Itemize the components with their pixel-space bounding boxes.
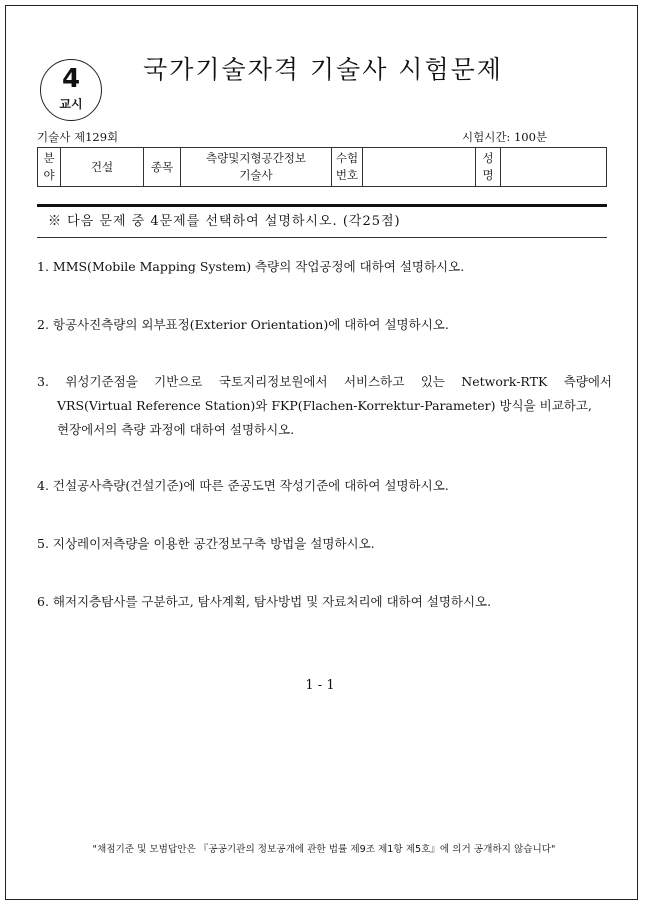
exam-number-label-bottom: 번호 — [335, 168, 359, 182]
category-value-cell — [181, 148, 332, 187]
exam-number-field[interactable] — [363, 148, 476, 187]
question-4 — [37, 474, 612, 498]
name-field[interactable] — [501, 148, 607, 187]
category-value-top: 측량및지형공간정보 — [206, 151, 306, 165]
name-label-top: 성 — [482, 151, 494, 165]
period-number: 4 — [61, 64, 81, 94]
question-line: 4. 건설공사측량(건설기준)에 따른 준공도면 작성기준에 대하여 설명하시오. — [37, 478, 449, 493]
category-value-bottom: 기술사 — [239, 168, 273, 182]
field-label-cell — [38, 148, 61, 187]
exam-info-table — [37, 147, 607, 187]
field-label-top: 분 — [43, 151, 55, 165]
exam-round: 기술사 제129회 — [37, 130, 119, 144]
section-divider-thin — [37, 237, 607, 238]
question-5 — [37, 532, 612, 556]
question-line: VRS(Virtual Reference Station)와 FKP(Flachen-Korrektur-Parameter) 방식을 비교하고, — [57, 398, 592, 413]
question-line: 5. 지상레이저측량을 이용한 공간정보구축 방법을 설명하시오. — [37, 536, 375, 551]
instruction-text: ※ 다음 문제 중 4문제를 선택하여 설명하시오. (각25점) — [48, 214, 401, 229]
period-badge — [40, 59, 102, 121]
category-label: 종목 — [144, 148, 181, 187]
question-line: 6. 해저지층탐사를 구분하고, 탐사계획, 탐사방법 및 자료처리에 대하여 설명하시오. — [37, 594, 492, 609]
question-line: 현장에서의 측량 과정에 대하여 설명하시오. — [57, 422, 295, 437]
question-3 — [37, 370, 612, 442]
name-label-cell — [476, 148, 501, 187]
question-line: 2. 항공사진측량의 외부표정(Exterior Orientation)에 대하여 설명하시오. — [37, 317, 449, 332]
question-2 — [37, 313, 612, 337]
question-line: 1. MMS(Mobile Mapping System) 측량의 작업공정에 대하여 설명하시오. — [37, 259, 465, 274]
exam-time: 시험시간: 100분 — [462, 130, 548, 144]
disclosure-notice: "채점기준 및 모범답안은 『공공기관의 정보공개에 관한 법률 제9조 제1항 제5호』에 의거 공개하지 않습니다" — [92, 844, 556, 855]
period-label: 교시 — [59, 97, 83, 111]
question-line: 3. 위성기준점을 기반으로 국토지리정보원에서 서비스하고 있는 Network-RTK 측량에서 — [37, 374, 612, 389]
field-value: 건설 — [61, 148, 144, 187]
section-divider-thick — [37, 204, 607, 207]
question-1 — [37, 255, 612, 279]
question-6 — [37, 590, 612, 614]
exam-number-label-cell — [332, 148, 363, 187]
name-label-bottom: 명 — [482, 168, 494, 182]
page-title: 국가기술자격 기술사 시험문제 — [143, 55, 503, 84]
exam-number-label-top: 수험 — [335, 151, 359, 165]
page-number: 1 - 1 — [305, 678, 335, 693]
field-label-bottom: 야 — [43, 168, 55, 182]
